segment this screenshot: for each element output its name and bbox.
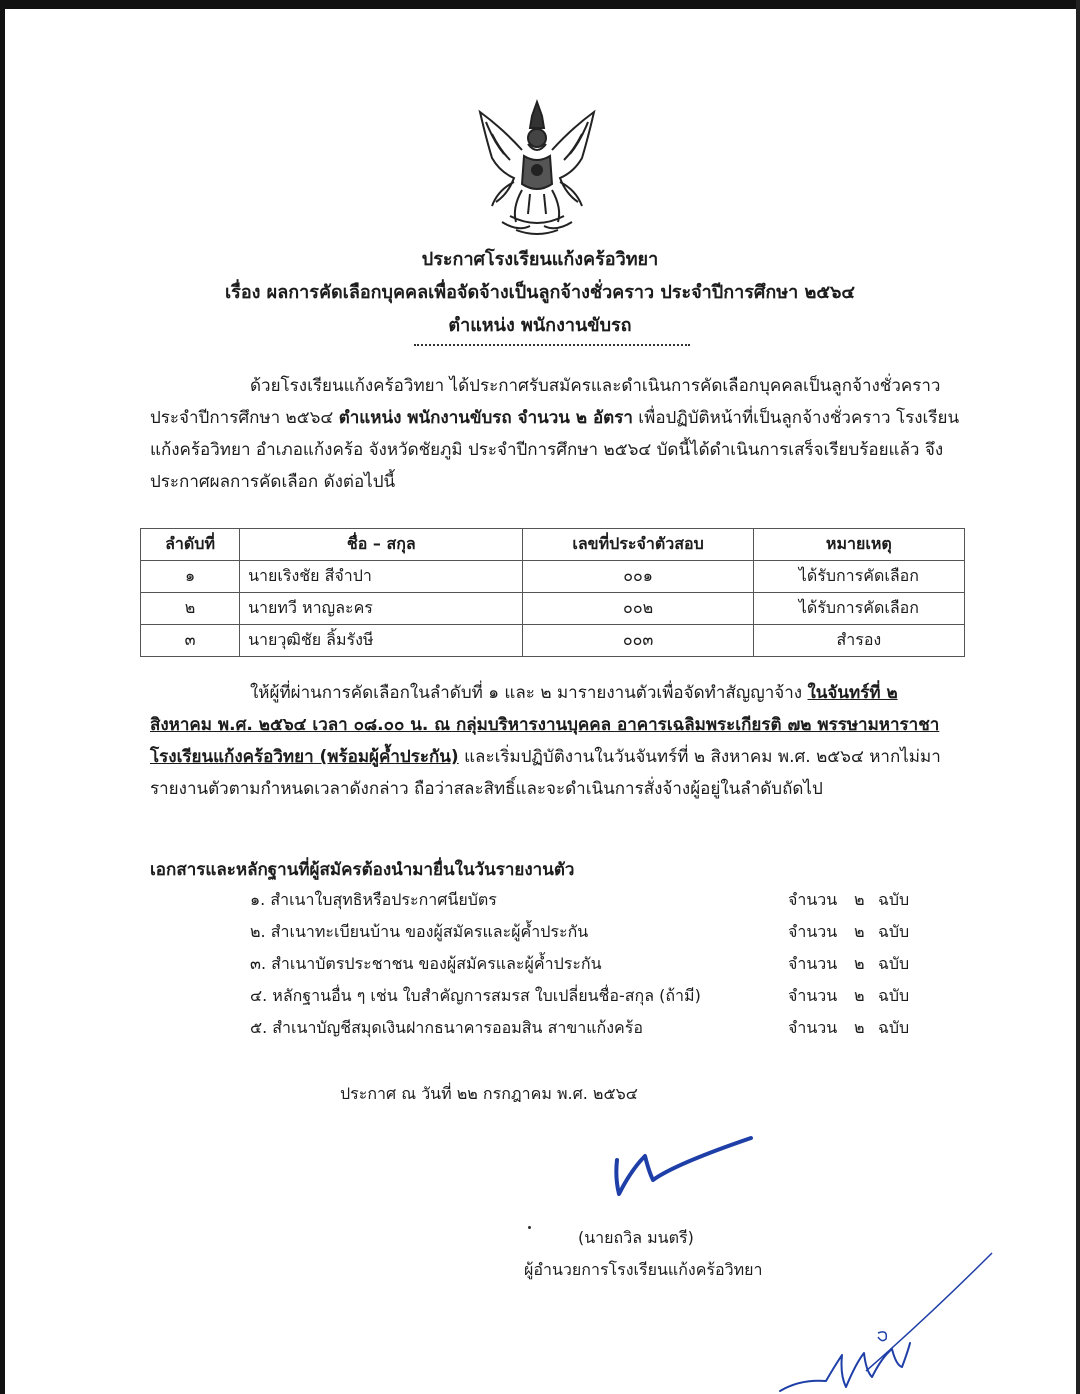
document-name: ๓. สำเนาบัตรประชาชน ของผู้สมัครและผู้ค้ำประกัน [250,954,602,973]
document-quantity: ๒ [854,1018,865,1037]
document-name: ๒. สำเนาทะเบียนบ้าน ของผู้สมัครและผู้ค้ำประกัน [250,922,589,941]
document-quantity: ๒ [854,954,865,973]
ink-dot [528,1226,531,1229]
results-table [140,528,965,657]
document-unit: ฉบับ [878,986,910,1005]
list-item [250,1016,915,1048]
document-unit: ฉบับ [878,954,910,973]
intro-paragraph [150,370,965,498]
instruction-text-part1: ให้ผู้ที่ผ่านการคัดเลือกในลำดับที่ ๑ และ ๒ มารายงานตัวเพื่อจัดทำสัญญาจ้าง [250,683,808,703]
signer-name: (นายถวิล มนตรี) [578,1228,694,1247]
cell-exam-id: ๐๐๓ [523,625,753,657]
cell-name: นายเริงชัย สีจำปา [240,561,523,593]
cell-remark: ได้รับการคัดเลือก [753,593,964,625]
table-header-row [141,529,965,561]
intro-text-part2: เพื่อปฏิบัติหน้าที่เป็นลูกจ้างชั่วคราว โรงเรียนแก้งคร้อวิทยา อำเภอแก้งคร้อ จังหวัดชัยภูมิ ประจำปีการศึกษา ๒๕๖๔ บัดนี้ได้ดำเนินการเสร็จเรียบร้อยแล้ว จึงประกาศผลการคัดเลือก ดังต่อไปนี้ [150,408,960,492]
scan-border-left [0,0,5,1394]
intro-text-part1: ด้วยโรงเรียนแก้งคร้อวิทยา ได้ประกาศรับสมัครและดำเนินการคัดเลือกบุคคลเป็นลูกจ้างชั่วคราว ประจำปีการศึกษา ๒๕๖๔ [150,376,941,428]
report-instruction-paragraph [150,677,965,805]
scan-border-top [0,0,1080,9]
initial-signature-icon [770,1245,1000,1394]
header-order: ลำดับที่ [141,529,240,561]
header-name: ชื่อ – สกุล [240,529,523,561]
document-unit: ฉบับ [878,922,910,941]
list-item [250,952,915,984]
cell-remark: สำรอง [753,625,964,657]
announcement-position: ตำแหน่ง พนักงานขับรถ [448,315,632,336]
cell-exam-id: ๐๐๒ [523,593,753,625]
cell-order: ๒ [141,593,240,625]
header-exam-id: เลขที่ประจำตัวสอบ [523,529,753,561]
document-quantity: ๒ [854,890,865,909]
announcement-subject: เรื่อง ผลการคัดเลือกบุคคลเพื่อจัดจ้างเป็นลูกจ้างชั่วคราว ประจำปีการศึกษา ๒๕๖๔ [225,282,855,303]
scan-border-right [1076,0,1080,1394]
list-item [250,888,915,920]
intro-text-bold: ตำแหน่ง พนักงานขับรถ จำนวน ๒ อัตรา [338,408,633,428]
document-name: ๑. สำเนาใบสุทธิหรือประกาศนียบัตร [250,890,497,909]
cell-exam-id: ๐๐๑ [523,561,753,593]
signer-title: ผู้อำนวยการโรงเรียนแก้งคร้อวิทยา [524,1260,763,1279]
table-row [141,561,965,593]
cell-name: นายวุฒิชัย ลิ้มรังษี [240,625,523,657]
table-row [141,625,965,657]
cell-order: ๑ [141,561,240,593]
list-item [250,920,915,952]
cell-order: ๓ [141,625,240,657]
document-count-label: จำนวน [788,1018,838,1037]
list-item [250,984,915,1016]
instruction-text-part2: และเริ่มปฏิบัติงานในวันจันทร์ที่ ๒ สิงหาคม พ.ศ. ๒๕๖๔ หากไม่มารายงานตัวตามกำหนดเวลาดังกล่าว ถือว่าสละสิทธิ์และจะดำเนินการสั่งจ้างผู้อยู่ในลำดับถัดไป [150,747,941,799]
document-unit: ฉบับ [878,890,910,909]
table-row [141,593,965,625]
document-count-label: จำนวน [788,890,838,909]
instruction-text-underlined: ในจันทร์ที่ ๒ สิงหาคม พ.ศ. ๒๕๖๔ เวลา ๐๘.๐๐ น. ณ กลุ่มบริหารงานบุคคล อาคารเฉลิมพระเกียรติ ๗๒ พรรษามหาราชา โรงเรียนแก้งคร้อวิทยา (พร้อมผู้ค้ำประกัน) [150,683,940,767]
announcement-date: ประกาศ ณ วันที่ ๒๒ กรกฎาคม พ.ศ. ๒๕๖๔ [340,1084,638,1103]
signature-icon [605,1132,765,1204]
document-name: ๔. หลักฐานอื่น ๆ เช่น ใบสำคัญการสมรส ใบเปลี่ยนชื่อ-สกุล (ถ้ามี) [250,986,701,1005]
cell-name: นายทวี หาญละคร [240,593,523,625]
document-quantity: ๒ [854,986,865,1005]
dotted-divider [414,344,690,346]
documents-title: เอกสารและหลักฐานที่ผู้สมัครต้องนำมายื่นในวันรายงานตัว [150,860,575,880]
garuda-emblem-icon [472,98,602,240]
document-name: ๕. สำเนาบัญชีสมุดเงินฝากธนาคารออมสิน สาขาแก้งคร้อ [250,1018,643,1037]
announcement-title: ประกาศโรงเรียนแก้งคร้อวิทยา [421,249,659,270]
document-count-label: จำนวน [788,954,838,973]
document-quantity: ๒ [854,922,865,941]
document-count-label: จำนวน [788,986,838,1005]
header-remark: หมายเหตุ [753,529,964,561]
cell-remark: ได้รับการคัดเลือก [753,561,964,593]
document-count-label: จำนวน [788,922,838,941]
document-unit: ฉบับ [878,1018,910,1037]
